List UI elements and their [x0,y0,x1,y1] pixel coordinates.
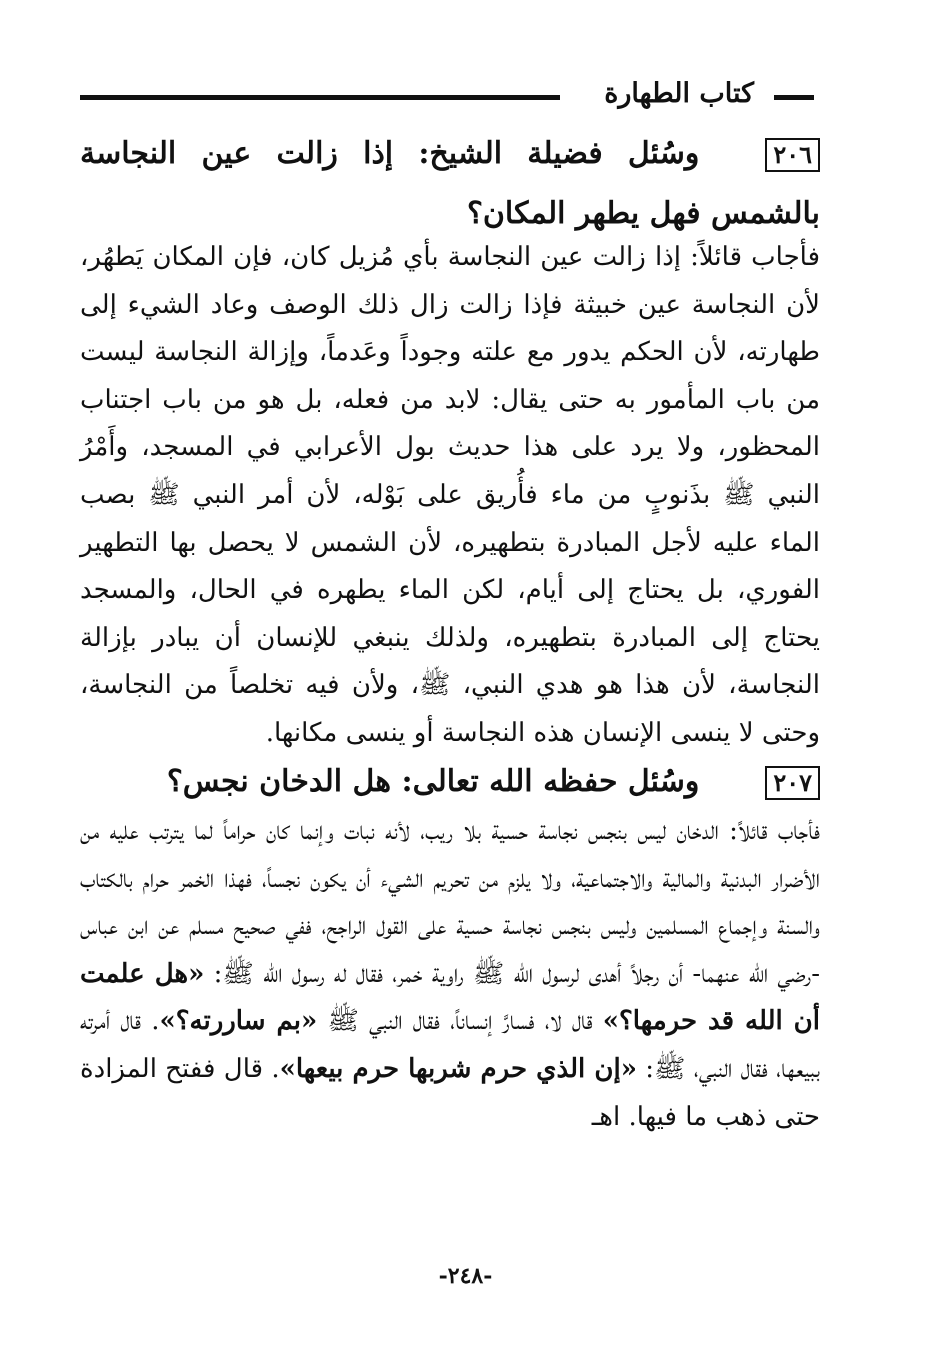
hadith-quote-2: «بم ساررته؟» [159,1006,318,1037]
hadith-quote-1: «هل علمت أن الله قد حرمها؟» [80,958,821,1037]
running-header [80,78,820,112]
question-206 [80,124,820,244]
answer-207-intro: فأجاب قائلاً: الدخان ليس بنجس نجاسة حسية بلا ريب، لأنه نبات وإنما كان حراماً لما يترتب عليه من الأضرار البدنية والمالية والاجتماعية، ولا يلزم من تحريم الشيء أن يكون نجساً، فهذا الخمر حرام بالكتاب والسنة وإجماع المسلمين وليس بنجس نجاسة حسية على القول الراجح، ففي صحيح مسلم عن ابن عباس -رضي الله عنهما- أن رجلاً أهدى لرسول الله ﷺ راوية خمر، فقال له رسول الله ﷺ: [80,816,821,989]
answer-206: فأجاب قائلاً: إذا زالت عين النجاسة بأي مُزيل كان، فإن المكان يَطهُر، لأن النجاسة عين خبيثة فإذا زالت زال ذلك الوصف وعاد الشيء إلى طهارته، لأن الحكم يدور مع علته وجوداً وعَدماً، وإزالة النجاسة ليست من باب المأمور به حتى يقال: لابد من فعله، بل هو من باب اجتناب المحظور، ولا يرد على هذا حديث بول الأعرابي في المسجد، وأَمْرُ النبي ﷺ بذَنوبٍ من ماء فأُريق على بَوْله، لأن أمر النبي ﷺ بصب الماء عليه لأجل المبادرة بتطهيره، لأن الشمس لا يحصل بها التطهير الفوري، بل يحتاج إلى أيام، لكن الماء يطهره في الحال، والمسجد يحتاج إلى المبادرة بتطهيره، ولذلك ينبغي للإنسان أن يبادر بإزالة النجاسة، لأن هذا هو هدي النبي، ﷺ، ولأن فيه تخلصاً من النجاسة، وحتى لا ينسى الإنسان هذه النجاسة أو ينسى مكانها. [80,242,820,748]
book-title: كتاب الطهارة [596,78,762,109]
hadith-quote-3: «إن الذي حرم شربها حرم بيعها» [279,1053,637,1084]
answer-207 [80,808,820,1141]
page-number: -٢٤٨- [438,1263,493,1289]
header-rule-short [774,95,814,100]
answer-207-text-3: . قال أمرته ببيعها، فقال النبي، ﷺ: [80,1006,820,1084]
question-text-206: وسُئل فضيلة الشيخ: إذا زالت عين النجاسة بالشمس فهل يطهر المكان؟ [80,136,820,231]
answer-207-text-4: . قال ففتح المزادة حتى ذهب ما فيها. اهـ [80,1053,820,1132]
question-207 [80,752,820,812]
answer-207-text-2: قال لا، فسارَّ إنساناً، فقال النبي ﷺ [327,1006,593,1037]
header-rule-long [80,95,560,100]
question-number-206: ٢٠٦ [765,138,820,172]
question-text-207: وسُئل حفظه الله تعالى: هل الدخان نجس؟ [166,764,700,799]
question-number-207: ٢٠٧ [765,766,820,800]
